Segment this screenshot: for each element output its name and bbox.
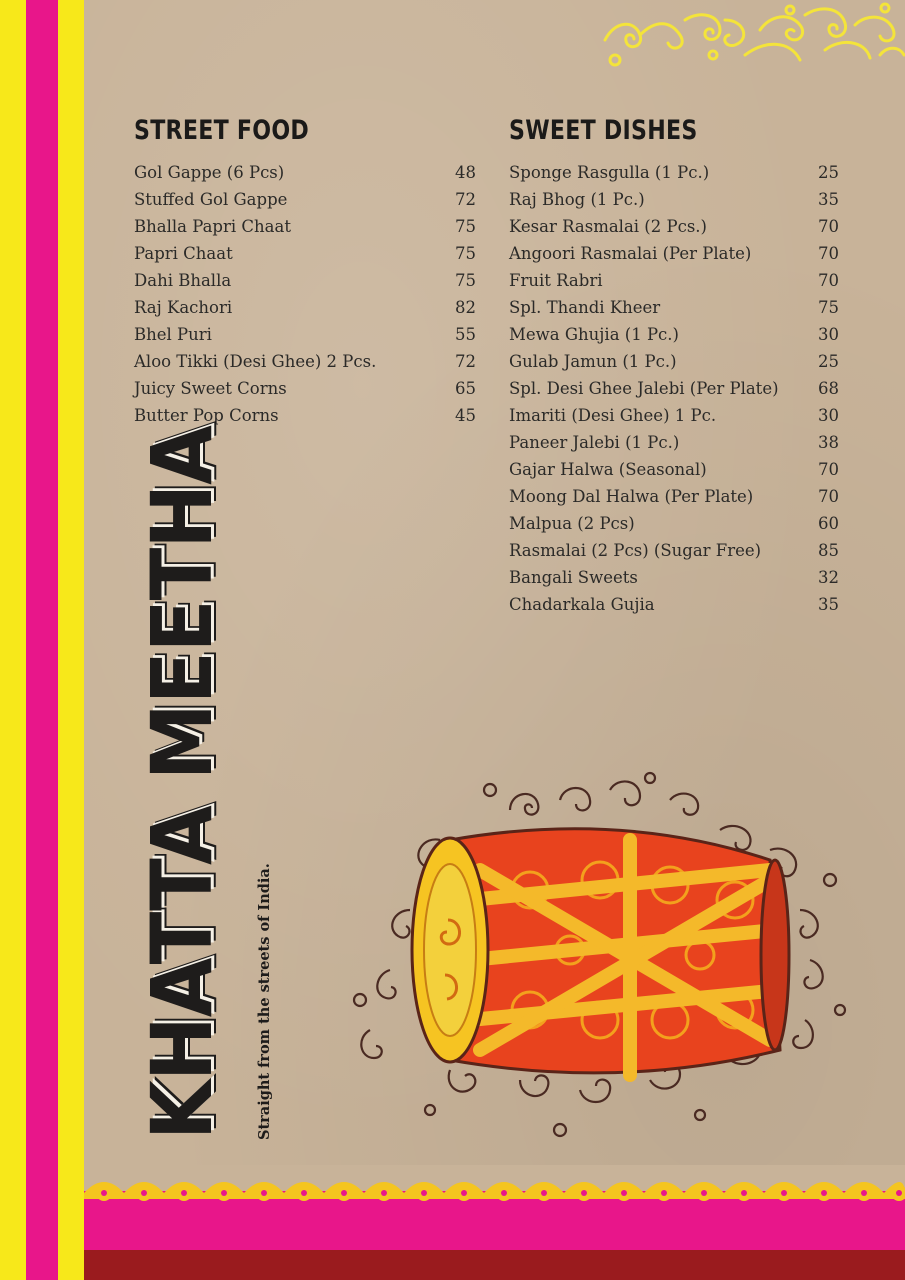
item-price: 70 <box>818 271 839 290</box>
list-item <box>509 294 839 321</box>
item-price: 48 <box>455 163 476 182</box>
list-item <box>509 537 839 564</box>
item-name: Gajar Halwa (Seasonal) <box>509 460 707 479</box>
list-item <box>509 564 839 591</box>
item-name: Sponge Rasgulla (1 Pc.) <box>509 163 710 182</box>
list-item <box>509 213 839 240</box>
item-price: 72 <box>455 190 476 209</box>
item-name: Kesar Rasmalai (2 Pcs.) <box>509 217 707 236</box>
left-stripe-yellow-inner <box>58 0 84 1280</box>
item-price: 75 <box>818 298 839 317</box>
item-price: 85 <box>818 541 839 560</box>
item-name: Bhel Puri <box>134 325 212 344</box>
dholak-drum-icon <box>330 770 870 1150</box>
sweet-dishes-section <box>509 112 839 618</box>
item-price: 30 <box>818 406 839 425</box>
list-item <box>134 159 476 186</box>
list-item <box>509 159 839 186</box>
list-item <box>509 348 839 375</box>
section-heading-street-food: STREET FOOD <box>134 115 310 146</box>
list-item <box>134 294 476 321</box>
item-name: Bangali Sweets <box>509 568 638 587</box>
brand-title <box>133 364 231 1140</box>
item-price: 70 <box>818 460 839 479</box>
item-price: 82 <box>455 298 476 317</box>
item-price: 75 <box>455 244 476 263</box>
item-name: Moong Dal Halwa (Per Plate) <box>509 487 754 506</box>
item-name: Dahi Bhalla <box>134 271 232 290</box>
item-price: 65 <box>455 379 476 398</box>
item-name: Raj Kachori <box>134 298 233 317</box>
section-heading-sweet-dishes: SWEET DISHES <box>509 115 698 146</box>
item-name: Fruit Rabri <box>509 271 603 290</box>
item-name: Rasmalai (2 Pcs) (Sugar Free) <box>509 541 762 560</box>
item-name: Paneer Jalebi (1 Pc.) <box>509 433 680 452</box>
item-name: Gulab Jamun (1 Pc.) <box>509 352 677 371</box>
list-item <box>509 240 839 267</box>
brand-title-text: KHATTA MEETHA <box>133 425 231 1140</box>
item-price: 30 <box>818 325 839 344</box>
item-price: 70 <box>818 487 839 506</box>
item-price: 70 <box>818 244 839 263</box>
item-price: 75 <box>455 271 476 290</box>
swirl-ornament-icon <box>585 0 905 75</box>
list-item <box>134 240 476 267</box>
item-price: 70 <box>818 217 839 236</box>
item-price: 72 <box>455 352 476 371</box>
list-item <box>509 510 839 537</box>
item-name: Butter Pop Corns <box>134 406 279 425</box>
list-item <box>509 321 839 348</box>
item-price: 68 <box>818 379 839 398</box>
left-stripe-pink <box>26 0 58 1280</box>
left-stripe-yellow <box>0 0 26 1280</box>
item-name: Raj Bhog (1 Pc.) <box>509 190 645 209</box>
item-name: Bhalla Papri Chaat <box>134 217 291 236</box>
sweet-dishes-list <box>509 159 839 618</box>
item-name: Malpua (2 Pcs) <box>509 514 635 533</box>
item-price: 32 <box>818 568 839 587</box>
item-price: 25 <box>818 352 839 371</box>
list-item <box>509 267 839 294</box>
item-name: Spl. Thandi Kheer <box>509 298 661 317</box>
item-name: Spl. Desi Ghee Jalebi (Per Plate) <box>509 379 779 398</box>
list-item <box>509 591 839 618</box>
item-name: Papri Chaat <box>134 244 233 263</box>
list-item <box>134 186 476 213</box>
item-price: 75 <box>455 217 476 236</box>
list-item <box>509 375 839 402</box>
list-item <box>134 213 476 240</box>
item-name: Chadarkala Gujia <box>509 595 655 614</box>
list-item <box>134 267 476 294</box>
list-item <box>509 456 839 483</box>
item-name: Juicy Sweet Corns <box>134 379 287 398</box>
item-name: Stuffed Gol Gappe <box>134 190 288 209</box>
list-item <box>509 186 839 213</box>
list-item <box>509 483 839 510</box>
item-name: Gol Gappe (6 Pcs) <box>134 163 285 182</box>
list-item <box>134 321 476 348</box>
item-price: 35 <box>818 595 839 614</box>
item-price: 25 <box>818 163 839 182</box>
item-price: 35 <box>818 190 839 209</box>
item-name: Mewa Ghujia (1 Pc.) <box>509 325 679 344</box>
brand-tagline: Straight from the streets of India. <box>256 863 273 1140</box>
item-name: Angoori Rasmalai (Per Plate) <box>509 244 752 263</box>
list-item <box>509 429 839 456</box>
item-price: 38 <box>818 433 839 452</box>
item-name: Aloo Tikki (Desi Ghee) 2 Pcs. <box>134 352 377 371</box>
item-price: 60 <box>818 514 839 533</box>
item-name: Imariti (Desi Ghee) 1 Pc. <box>509 406 717 425</box>
item-price: 45 <box>455 406 476 425</box>
scalloped-border-icon <box>84 1165 905 1280</box>
list-item <box>509 402 839 429</box>
item-price: 55 <box>455 325 476 344</box>
